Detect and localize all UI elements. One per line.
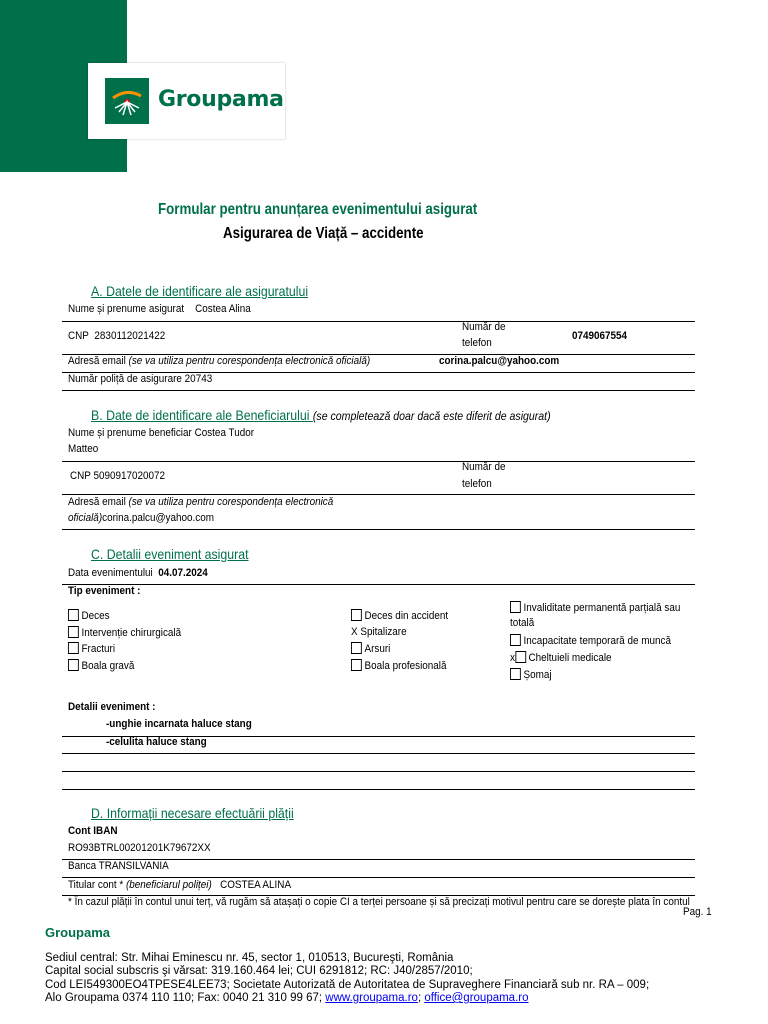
logo	[88, 63, 285, 139]
divider	[62, 529, 695, 530]
footer-contact-text: Alo Groupama 0374 110 110; Fax: 0040 21 310 99 67;	[45, 992, 326, 1004]
footer-address: Sediul central: Str. Mihai Eminescu nr. 45, sector 1, 010513, Bucureşti, România	[45, 952, 454, 964]
insured-email-value[interactable]: corina.palcu@yahoo.com	[439, 355, 560, 367]
beneficiary-phone-label-1: Număr de	[462, 461, 506, 473]
option-spitalizare[interactable]	[351, 626, 407, 638]
beneficiary-cnp-value[interactable]: 5090917020072	[93, 470, 166, 482]
section-c-heading	[91, 546, 249, 562]
bank-value[interactable]: TRANSILVANIA	[98, 860, 169, 872]
bank-label: Banca	[68, 860, 97, 872]
footer-capital: Capital social subscris şi vărsat: 319.160.464 lei; CUI 6291812; RC: J40/2857/2010;	[45, 965, 473, 977]
insured-name-value[interactable]: Costea Alina	[195, 303, 251, 315]
groupama-logo-icon	[105, 78, 149, 124]
iban-value[interactable]: RO93BTRL00201201K79672XX	[68, 842, 211, 854]
beneficiary-cnp-label: CNP	[70, 470, 91, 482]
insured-email-note: (se va utiliza pentru corespondența electronică oficială)	[128, 355, 371, 367]
insured-cnp-row	[68, 330, 165, 342]
section-a-heading-text: A. Datele de identificare ale asiguratului	[91, 283, 309, 299]
option-invaliditate[interactable]	[510, 601, 680, 614]
beneficiary-email-label: Adresă email	[68, 496, 126, 508]
footer-brand: Groupama	[45, 925, 111, 940]
policy-row	[68, 373, 212, 385]
insured-cnp-value[interactable]: 2830112021422	[94, 330, 166, 342]
website-link[interactable]: www.groupama.ro	[325, 992, 418, 1004]
option-label: Arsuri	[364, 643, 391, 655]
checked-mark[interactable]: x	[510, 652, 515, 664]
checkbox[interactable]	[351, 642, 362, 654]
checked-mark[interactable]: X	[351, 626, 358, 638]
beneficiary-name-value[interactable]: Costea Tudor	[194, 427, 255, 439]
insured-name-row	[68, 303, 251, 315]
event-details-label: Detalii eveniment :	[68, 701, 156, 713]
beneficiary-email-note: (se va utiliza pentru corespondența electronică	[128, 496, 334, 508]
option-invaliditate-cont: totală	[510, 617, 535, 629]
beneficiary-name-label: Nume și prenume beneficiar	[68, 427, 192, 439]
divider	[62, 789, 695, 790]
beneficiary-name-row	[68, 427, 254, 439]
divider	[62, 877, 695, 878]
event-date-value[interactable]: 04.07.2024	[158, 567, 208, 579]
option-label: Deces din accident	[364, 610, 449, 622]
beneficiary-phone-label-2: telefon	[462, 478, 492, 490]
option-label: Boala profesională	[364, 660, 447, 672]
checkbox[interactable]	[68, 659, 79, 671]
page-number: Pag. 1	[683, 906, 712, 918]
event-date-row	[68, 567, 208, 579]
footer-separator: ;	[417, 992, 425, 1004]
insured-email-row	[68, 355, 370, 367]
divider	[62, 390, 695, 391]
section-b-heading	[91, 407, 551, 423]
beneficiary-email-value[interactable]: corina.palcu@yahoo.com	[102, 512, 214, 524]
option-deces-accident[interactable]	[351, 609, 448, 622]
option-cheltuieli-medicale[interactable]	[510, 651, 612, 664]
beneficiary-email-row-2	[68, 512, 214, 524]
option-interventie[interactable]	[68, 626, 181, 639]
option-label: Fracturi	[81, 643, 116, 655]
option-deces[interactable]	[68, 609, 110, 622]
option-arsuri[interactable]	[351, 642, 390, 655]
checkbox[interactable]	[351, 609, 362, 621]
form-subtitle: Asigurarea de Viață – accidente	[223, 225, 424, 242]
section-c-heading-text: C. Detalii eveniment asigurat	[91, 546, 249, 562]
holder-value[interactable]: COSTEA ALINA	[220, 879, 292, 891]
checkbox[interactable]	[510, 668, 521, 680]
footnote: * În cazul plății în contul unui terț, vă rugăm să atașați o copie CI a terței persoane și să precizați motivul pentru care se dorește plata în contul	[68, 896, 690, 908]
insured-email-label: Adresă email	[68, 355, 126, 367]
insured-cnp-label: CNP	[68, 330, 89, 342]
logo-wordmark: Groupama	[158, 87, 284, 112]
option-label: Boala gravă	[81, 660, 135, 672]
checkbox[interactable]	[510, 601, 521, 613]
section-a-heading	[91, 283, 308, 299]
section-b-heading-note: (se completează doar dacă este diferit de asigurat)	[312, 409, 551, 423]
option-label: Intervenție chirurgicală	[81, 627, 182, 639]
divider	[62, 461, 695, 462]
divider	[62, 771, 695, 772]
option-fracturi[interactable]	[68, 642, 115, 655]
insured-name-label: Nume și prenume asigurat	[68, 303, 185, 315]
option-boala-grava[interactable]	[68, 659, 134, 672]
option-label: Incapacitate temporară de muncă	[523, 635, 671, 647]
beneficiary-email-note-cont: oficială)	[68, 512, 103, 524]
checkbox[interactable]	[68, 642, 79, 654]
email-link[interactable]: office@groupama.ro	[424, 992, 529, 1004]
option-label: Deces	[81, 610, 110, 622]
option-label: Șomaj	[523, 669, 552, 681]
option-somaj[interactable]	[510, 668, 552, 681]
option-label: Spitalizare	[360, 626, 407, 638]
beneficiary-cnp-row	[70, 470, 165, 482]
policy-label: Număr poliță de asigurare	[68, 373, 182, 385]
policy-value[interactable]: 20743	[184, 373, 213, 385]
checkbox[interactable]	[351, 659, 362, 671]
holder-label: Titular cont *	[68, 879, 124, 891]
bank-row	[68, 860, 169, 872]
divider	[62, 753, 695, 754]
option-incapacitate[interactable]	[510, 634, 671, 647]
section-d-heading	[91, 805, 294, 821]
option-boala-profesionala[interactable]	[351, 659, 447, 672]
holder-row	[68, 879, 291, 891]
form-title: Formular pentru anunțarea evenimentului asigurat	[158, 201, 478, 218]
footer-lei: Cod LEI549300EO4TPESE4LEE73; Societate Autorizată de Autoritatea de Supraveghere Financiară sub nr. RA – 009;	[45, 979, 650, 991]
event-details-line-1[interactable]: -unghie incarnata haluce stang	[106, 718, 252, 730]
divider	[62, 321, 695, 322]
event-details-line-2[interactable]: -celulita haluce stang	[106, 736, 207, 748]
beneficiary-email-row-1	[68, 496, 333, 508]
section-b-heading-text: B. Date de identificare ale Beneficiarului	[91, 407, 313, 423]
divider	[62, 584, 695, 585]
option-label: Invaliditate permanentă parțială sau	[523, 602, 681, 614]
option-label: Cheltuieli medicale	[528, 652, 612, 664]
insured-phone-value[interactable]: 0749067554	[572, 330, 628, 342]
checkbox[interactable]	[510, 634, 521, 646]
insured-phone-label-2: telefon	[462, 337, 492, 349]
checkbox[interactable]	[68, 609, 79, 621]
insured-phone-label-1: Număr de	[462, 321, 506, 333]
checkbox[interactable]	[68, 626, 79, 638]
checkbox[interactable]	[515, 651, 526, 663]
footer-contact	[45, 992, 529, 1004]
event-type-label: Tip eveniment :	[68, 585, 141, 597]
section-d-heading-text: D. Informații necesare efectuării plății	[91, 805, 294, 821]
iban-label: Cont IBAN	[68, 825, 118, 837]
holder-note: (beneficiarul poliței)	[125, 879, 212, 891]
divider	[62, 494, 695, 495]
event-date-label: Data evenimentului	[68, 567, 153, 579]
beneficiary-name-value-cont[interactable]: Matteo	[68, 443, 99, 455]
